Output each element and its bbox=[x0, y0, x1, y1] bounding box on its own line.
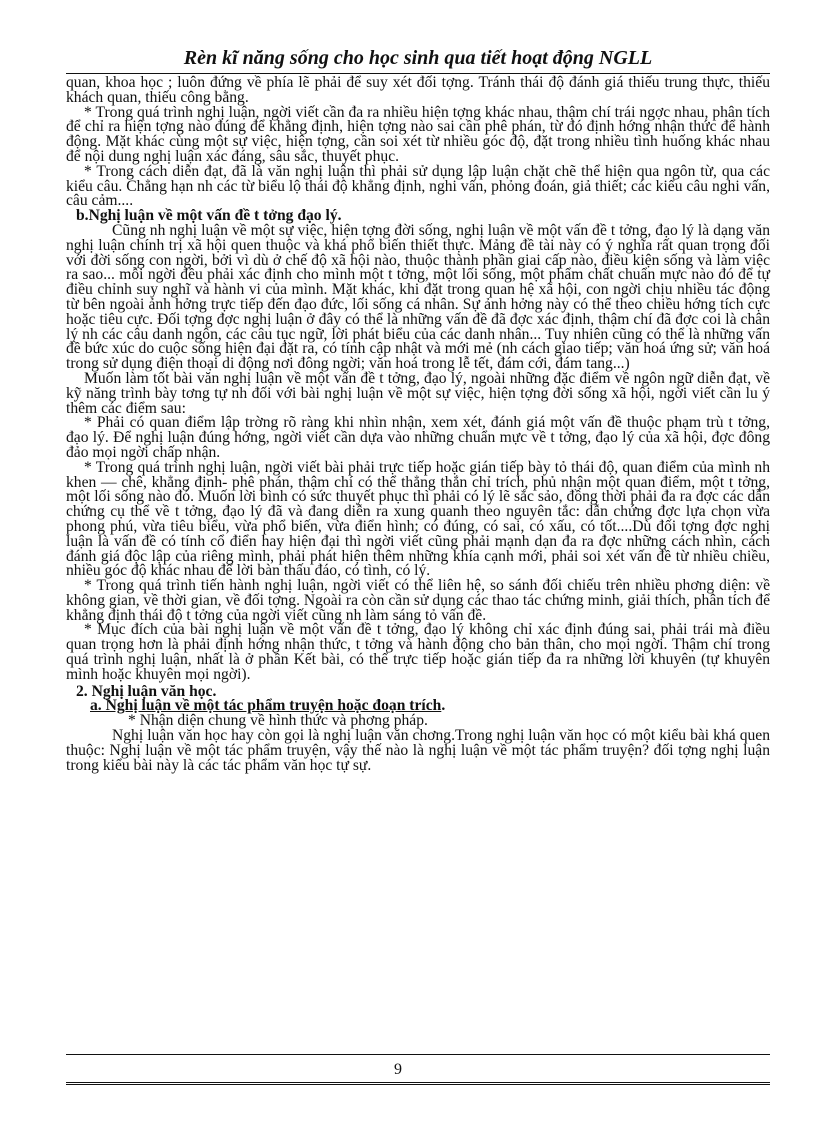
paragraph: * Phải có quan điểm lập trờng rõ ràng khi nhìn nhận, xem xét, đánh giá một vấn đề thuộc phạm trù t tởng, đạo lý. Để nghị luận đúng hớng, ngời viết cần dựa vào những chuẩn mực về t tởng, đạo lý của xã hội, đợc đông đảo mọi ngời chấp nhận. bbox=[66, 414, 770, 461]
paragraph: Muốn làm tốt bài văn nghị luận về một vấn đề t tởng, đạo lý, ngoài những đặc điểm về ngôn ngữ diễn đạt, về kỹ năng trình bày tơng tự nh đối với bài nghị luận về một sự việc, hiện tợng đời sống xã hội, ngời viết cần lu ý thêm các điểm sau: bbox=[66, 369, 770, 417]
section-heading-a-tail: . bbox=[441, 697, 446, 715]
section-heading-b: b.Nghị luận về một vấn đề t tởng đạo lý. bbox=[76, 207, 342, 225]
paragraph: Nghị luận văn học hay còn gọi là nghị luận văn chơng.Trong nghị luận văn học có một kiểu bài khá quen thuộc: Nghị luận về một tác phẩm truyện, vậy thế nào là nghị luận về một tác phẩm truyện? đối tợng nghị luận trong kiểu bài này là các tác phẩm văn học tự sự. bbox=[66, 727, 770, 774]
section-heading-a-text: a. Nghị luận về một tác phẩm truyện hoặc đoạn trích bbox=[90, 697, 442, 715]
paragraph: quan, khoa học ; luôn đứng về phía lẽ phải để suy xét đối tợng. Tránh thái độ đánh giá thiếu trung thực, thiếu khách quan, thiếu công bằng. bbox=[66, 74, 770, 106]
section-heading-2: 2. Nghị luận văn học. bbox=[76, 682, 217, 700]
bottom-rule bbox=[66, 1082, 770, 1085]
paragraph: Cũng nh nghị luận về một sự việc, hiện tợng đời sống, nghị luận về một vấn đề t tởng, đạo lý là dạng văn nghị luận chính trị xã hội quen thuộc và khá phổ biến thiết thực. Mảng đề tài này có ý nghĩa rất quan trọng đối với đời sống con ngời, bởi vì dù ở chế độ xã hội nào, thuộc thành phần giai cấp nào, điều kiện sống và làm việc ra sao... mỗi ngời đều phải xác định cho mình một t tởng, một lối sống, một phẩm chất chuẩn mực nào đó để tự điều chỉnh suy nghĩ và hành vi của mình. Mặt khác, khi đặt trong quan hệ xã hội, con ngời chịu nhiều tác động từ bên ngoài ảnh hởng trực tiếp đến đạo đức, lối sống cá nhân. Sự ảnh hởng này có thể theo chiều hớng tích cực hoặc tiêu cực. Đối tợng đợc nghị luận ở đây có thể là những vấn đề đã đợc xác định, thậm chí đã đợc coi là chân lý nh các câu danh ngôn, các câu tục ngữ, lời phát biểu của các danh nhân... Tuy nhiên cũng có thể là những vấn đề bức xúc do cuộc sống hiện đại đặt ra, có tính cập nhật và mới mẻ (nh cách giao tiếp; văn hoá ứng sử; văn hoá trong sử dụng điện thoại di động nơi đông ngời; văn hoá trong lễ tết, đám cới, đám tang...) bbox=[66, 221, 770, 373]
paragraph: * Trong quá trình nghị luận, ngời viết bài phải trực tiếp hoặc gián tiếp bày tỏ thái độ, quan điểm của mình nh khen — chê, khẳng định- phê phán, thậm chí có thể thẳng thắn chỉ trích, phủ nhận một quan điểm, một t tởng, một lối sống nào đó. Muốn lời bình có sức thuyết phục thì phải có lý lẽ sắc sảo, đồng thời phải đa ra đợc các dẫn chứng cụ thể về t tởng, đạo lý đã và đang diễn ra xung quanh theo nguyên tắc: dẫn chứng đợc lựa chọn vừa phong phú, vừa tiêu biểu, vừa phổ biến, vừa điển hình; có đúng, có sai, có xấu, có tốt....Dù đối tợng đợc nghị luận là vấn đề có tính cổ điển hay hiện đại thì ngời viết cũng phải mạnh dạn đa ra đợc những cách nhìn, cách đánh giá độc lập của riêng mình, phải phát hiện thêm những khía cạnh mới, phải soi xét vấn đề từ nhiều chiều, nhiều góc độ khác nhau để lời bàn thấu đáo, có tình, có lý. bbox=[66, 458, 770, 580]
footer-rule bbox=[66, 1054, 770, 1055]
document-body bbox=[66, 76, 770, 773]
paragraph: * Mục đích của bài nghị luận về một vấn đề t tởng, đạo lý không chỉ xác định đúng sai, phải trái mà điều quan trọng hơn là phải định hớng nhận thức, t tởng và hành động cho bản thân, cho mọi ngời. Thậm chí trong quá trình nghị luận, nhất là ở phần Kết bài, có thể trực tiếp hoặc gián tiếp đa ra những lời khuyên (tự khuyên mình hoặc khuyên mọi ngời). bbox=[66, 621, 770, 683]
paragraph: * Nhận diện chung về hình thức và phơng pháp. bbox=[128, 712, 428, 730]
page-number: 9 bbox=[394, 1061, 402, 1078]
running-header: Rèn kĩ năng sống cho học sinh qua tiết hoạt động NGLL bbox=[183, 47, 653, 69]
paragraph: * Trong quá trình tiến hành nghị luận, ngời viết có thể liên hệ, so sánh đối chiếu trên nhiều phơng diện: về không gian, về thời gian, về đối tợng. Ngoài ra còn cần sử dụng các thao tác chứng minh, giải thích, phân tích để khẳng định thái độ t tởng của ngời viết cũng nh làm sáng tỏ vấn đề. bbox=[66, 577, 770, 624]
paragraph: * Trong quá trình nghị luận, ngời viết cần đa ra nhiều hiện tợng khác nhau, thậm chí trái ngợc nhau, phân tích để chỉ ra hiện tợng nào đúng để khẳng định, hiện tợng nào sai cần phê phán, từ đó định hớng nhận thức để hành động. Mặt khác cùng một sự việc, hiện tợng, cần soi xét từ nhiều góc độ, đặt trong nhiều tình huống khác nhau để nội dung nghị luận xác đáng, sâu sắc, thuyết phục. bbox=[66, 103, 770, 165]
paragraph: * Trong cách diễn đạt, đã là văn nghị luận thì phải sử dụng lập luận chặt chẽ thể hiện qua ngôn từ, qua các kiểu câu. Chẳng hạn nh các từ biểu lộ thái độ khẳng định, nghi vấn, phỏng đoán, giả thiết; các kiểu câu nghi vấn, câu cảm.... bbox=[66, 162, 770, 210]
